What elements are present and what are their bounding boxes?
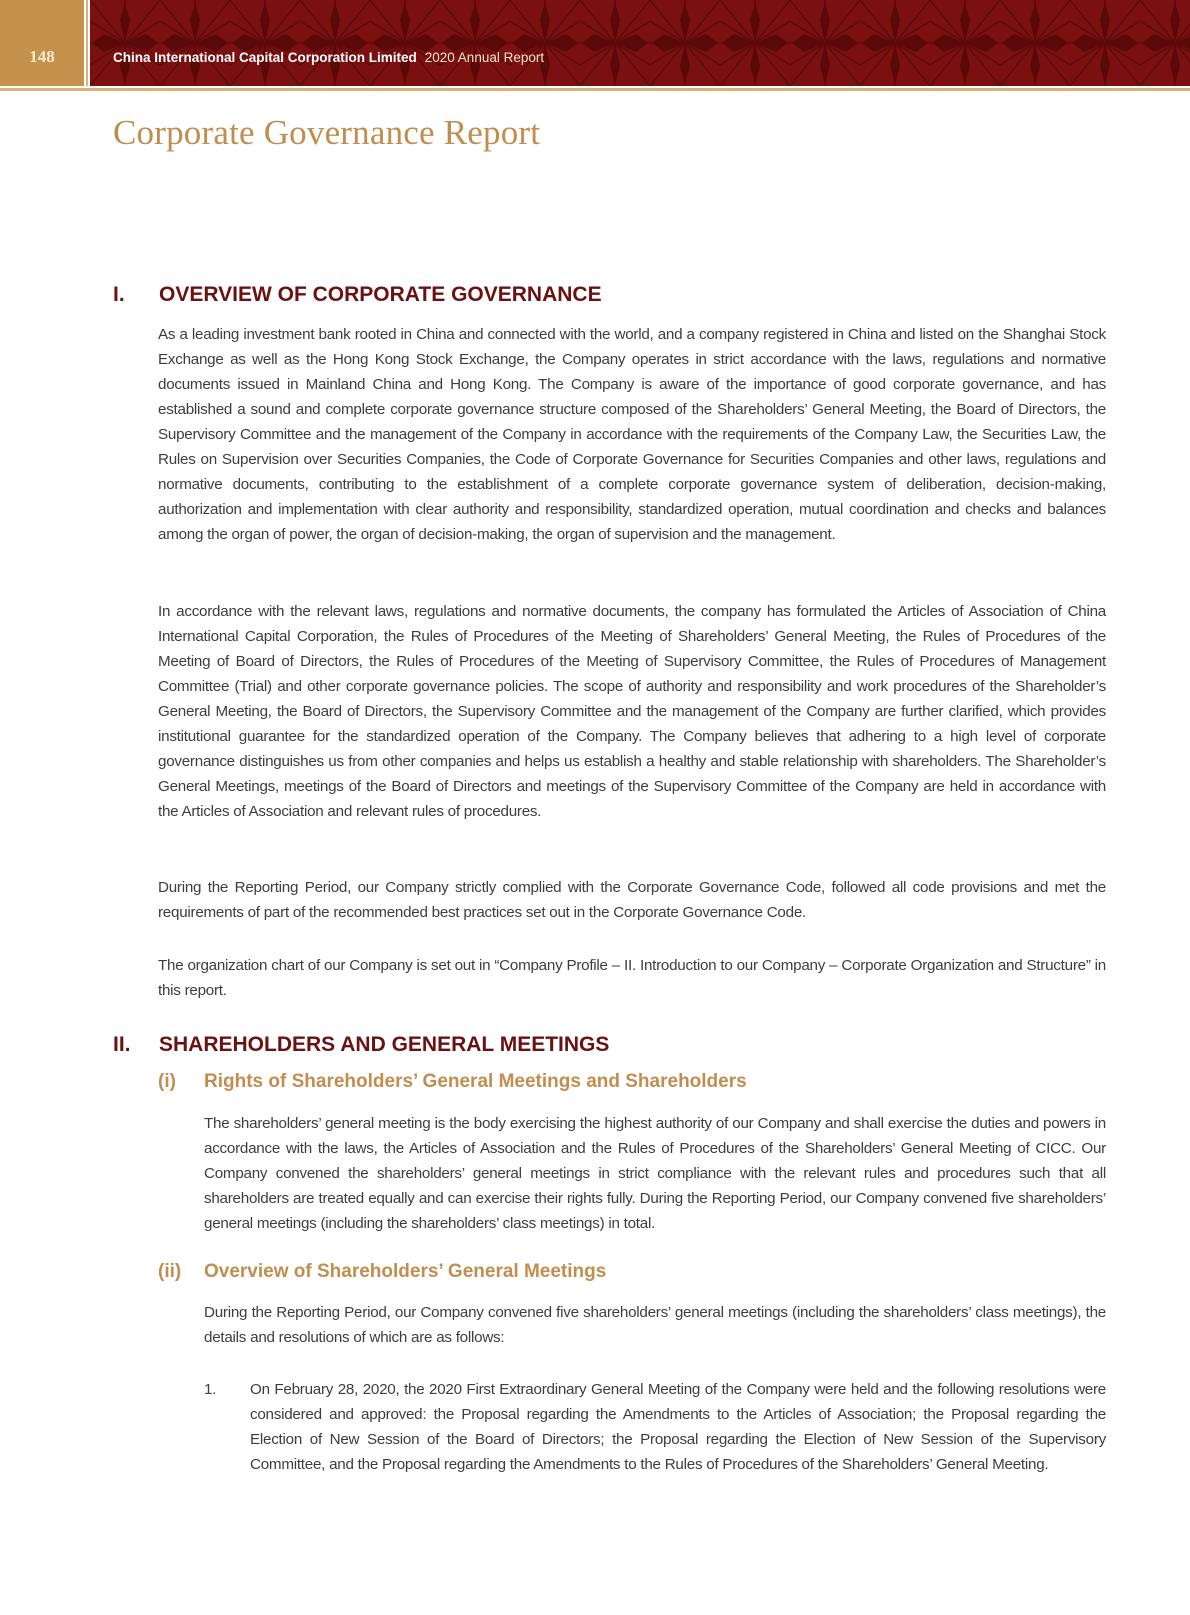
section-heading-shareholders [113, 1033, 609, 1057]
page-title: Corporate Governance Report [113, 113, 541, 152]
paragraph: The shareholders’ general meeting is the body exercising the highest authority of our Company and shall exercise the duties and powers in accordance with the laws, the Articles of Association and the Rules of Procedures of the Shareholders’ General Meeting of CICC. Our Company convened the shareholders’ general meetings in strict compliance with the relevant rules and procedures such that all shareholders are treated equally and can exercise their rights fully. During the Reporting Period, our Company convened five shareholders’ general meetings (including the shareholders’ class meetings) in total. [204, 1115, 1106, 1232]
subsection-heading-rights [158, 1071, 747, 1093]
subsection-title: Overview of Shareholders’ General Meetings [204, 1261, 607, 1282]
section-title: OVERVIEW OF CORPORATE GOVERNANCE [159, 283, 602, 306]
list-item-text: On February 28, 2020, the 2020 First Extraordinary General Meeting of the Company were held and the following resolutions were considered and approved: the Proposal regarding the Amendments to the Articles of Association; the Proposal regarding the Election of New Session of the Board of Directors; the Proposal regarding the Election of New Session of the Supervisory Committee, and the Proposal regarding the Amendments to the Rules of Procedures of the Shareholders’ General Meeting. [250, 1381, 1106, 1473]
paragraph: The organization chart of our Company is set out in “Company Profile – II. Introduction to our Company – Corporate Organization and Structure” in this report. [158, 957, 1106, 999]
page-header [0, 0, 1190, 92]
paragraph: In accordance with the relevant laws, regulations and normative documents, the company has formulated the Articles of Association of China International Capital Corporation, the Rules of Procedures of the Meeting of Shareholders’ General Meeting, the Rules of Procedures of the Meeting of Board of Directors, the Rules of Procedures of the Meeting of Supervisory Committee, the Rules of Procedures of Management Committee (Trial) and other corporate governance policies. The scope of authority and responsibility and work procedures of the Shareholder’s General Meeting, the Board of Directors, the Supervisory Committee and the management of the Company are further clarified, which provides institutional guarantee for the standardized operation of the Company. The Company believes that adhering to a high level of corporate governance distinguishes us from other companies and helps us establish a healthy and stable relationship with shareholders. The Shareholder’s General Meetings, meetings of the Board of Directors and meetings of the Supervisory Committee of the Company are held in accordance with the Articles of Association and relevant rules of procedures. [158, 603, 1106, 820]
asanoha-pattern-icon [90, 0, 1190, 86]
list-item-number: 1. [204, 1381, 217, 1398]
header-banner [90, 0, 1190, 86]
section-title: SHAREHOLDERS AND GENERAL MEETINGS [159, 1033, 610, 1056]
header-title [113, 50, 544, 65]
list-item [204, 1377, 1106, 1477]
header-rule [0, 88, 1190, 91]
paragraph: During the Reporting Period, our Company convened five shareholders’ general meetings (including the shareholders’ class meetings), the details and resolutions of which are as follows: [204, 1304, 1106, 1346]
page-number-box [0, 0, 84, 86]
subsection-number: (i) [158, 1071, 176, 1092]
subsection-number: (ii) [158, 1261, 182, 1282]
section-number: II. [113, 1033, 131, 1056]
report-name: 2020 Annual Report [424, 50, 545, 65]
section-heading-overview [113, 283, 602, 307]
page-number: 148 [29, 47, 55, 66]
section-number: I. [113, 283, 125, 306]
paragraph: As a leading investment bank rooted in China and connected with the world, and a company registered in China and listed on the Shanghai Stock Exchange as well as the Hong Kong Stock Exchange, the Company operates in strict accordance with the laws, regulations and normative documents issued in Mainland China and Hong Kong. The Company is aware of the importance of good corporate governance, and has established a sound and complete corporate governance structure composed of the Shareholders’ General Meeting, the Board of Directors, the Supervisory Committee and the management of the Company in accordance with the requirements of the Company Law, the Securities Law, the Rules on Supervision over Securities Companies, the Code of Corporate Governance for Securities Companies and other laws, regulations and normative documents, contributing to the establishment of a complete corporate governance system of deliberation, decision-making, authorization and implementation with clear authority and responsibility, standardized operation, mutual coordination and checks and balances among the organ of power, the organ of decision-making, the organ of supervision and the management. [158, 326, 1106, 543]
company-name: China International Capital Corporation Limited [113, 50, 417, 65]
paragraph: During the Reporting Period, our Company strictly complied with the Corporate Governance Code, followed all code provisions and met the requirements of part of the recommended best practices set out in the Corporate Governance Code. [158, 879, 1106, 921]
subsection-title: Rights of Shareholders’ General Meetings and Shareholders [204, 1071, 747, 1092]
subsection-heading-overview-meetings [158, 1261, 606, 1283]
